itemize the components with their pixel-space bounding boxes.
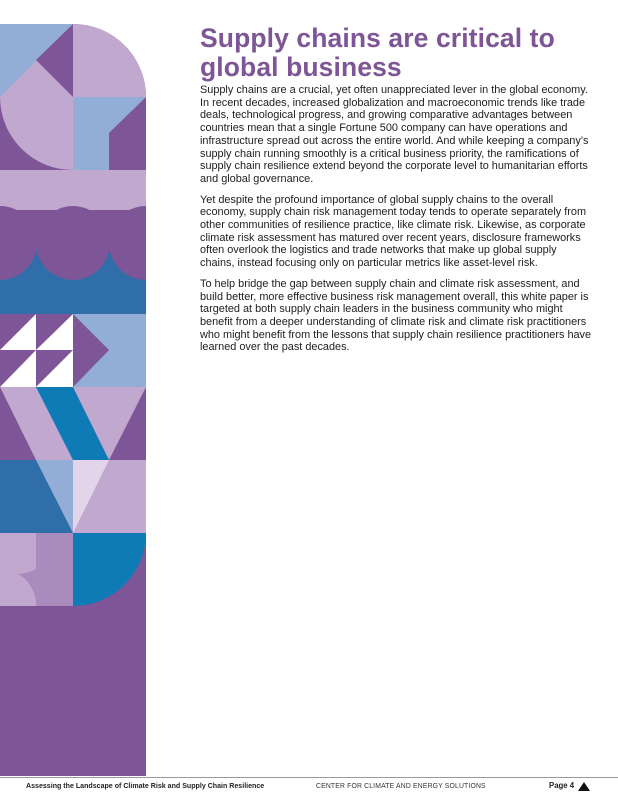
body-paragraph: Yet despite the profound importance of global supply chains to the overall economy, supply chain risk management today tends to operate separately from other communities of resilience practice, like climate risk. Likewise, as corporate climate risk assessment has matured over recent years, disclosure frameworks often overlook the logistics and trade networks that make up global supply chains, instead focusing only on particular metrics like asset-level risk. (200, 193, 587, 270)
page-number: Page 4 (549, 781, 575, 790)
page-title: Supply chains are critical to global business (200, 23, 555, 82)
page-footer (0, 781, 618, 795)
body-paragraph: Supply chains are a crucial, yet often unappreciated lever in the global economy. In recent decades, increased globalization and macroeconomic trends like trade deals, technological progress, and growing comparative advantages between countries mean that a single Fortune 500 company can have operations and infrastructure spread out across the entire world. And while keeping a company’s supply chain running smoothly is a critical business priority, the ramifications of supply chain resilience extend beyond the corporate level to humanitarian efforts and global governance. (200, 84, 589, 185)
footer-divider (0, 777, 618, 778)
main-content (200, 24, 592, 362)
decorative-side-pattern (0, 24, 146, 776)
triangle-up-icon[interactable] (578, 782, 590, 791)
footer-organization: CENTER FOR CLIMATE AND ENERGY SOLUTIONS (316, 781, 486, 790)
body-paragraph: To help bridge the gap between supply chain and climate risk assessment, and build better, more effective business risk management overall, this white paper is targeted at both supply chain leaders in the business community who might benefit from a deeper understanding of climate risk and climate risk practitioners who might benefit from the lessons that supply chain resilience practitioners have learned over the past decades. (200, 277, 592, 354)
footer-report-title: Assessing the Landscape of Climate Risk and Supply Chain Resilience (26, 781, 265, 790)
